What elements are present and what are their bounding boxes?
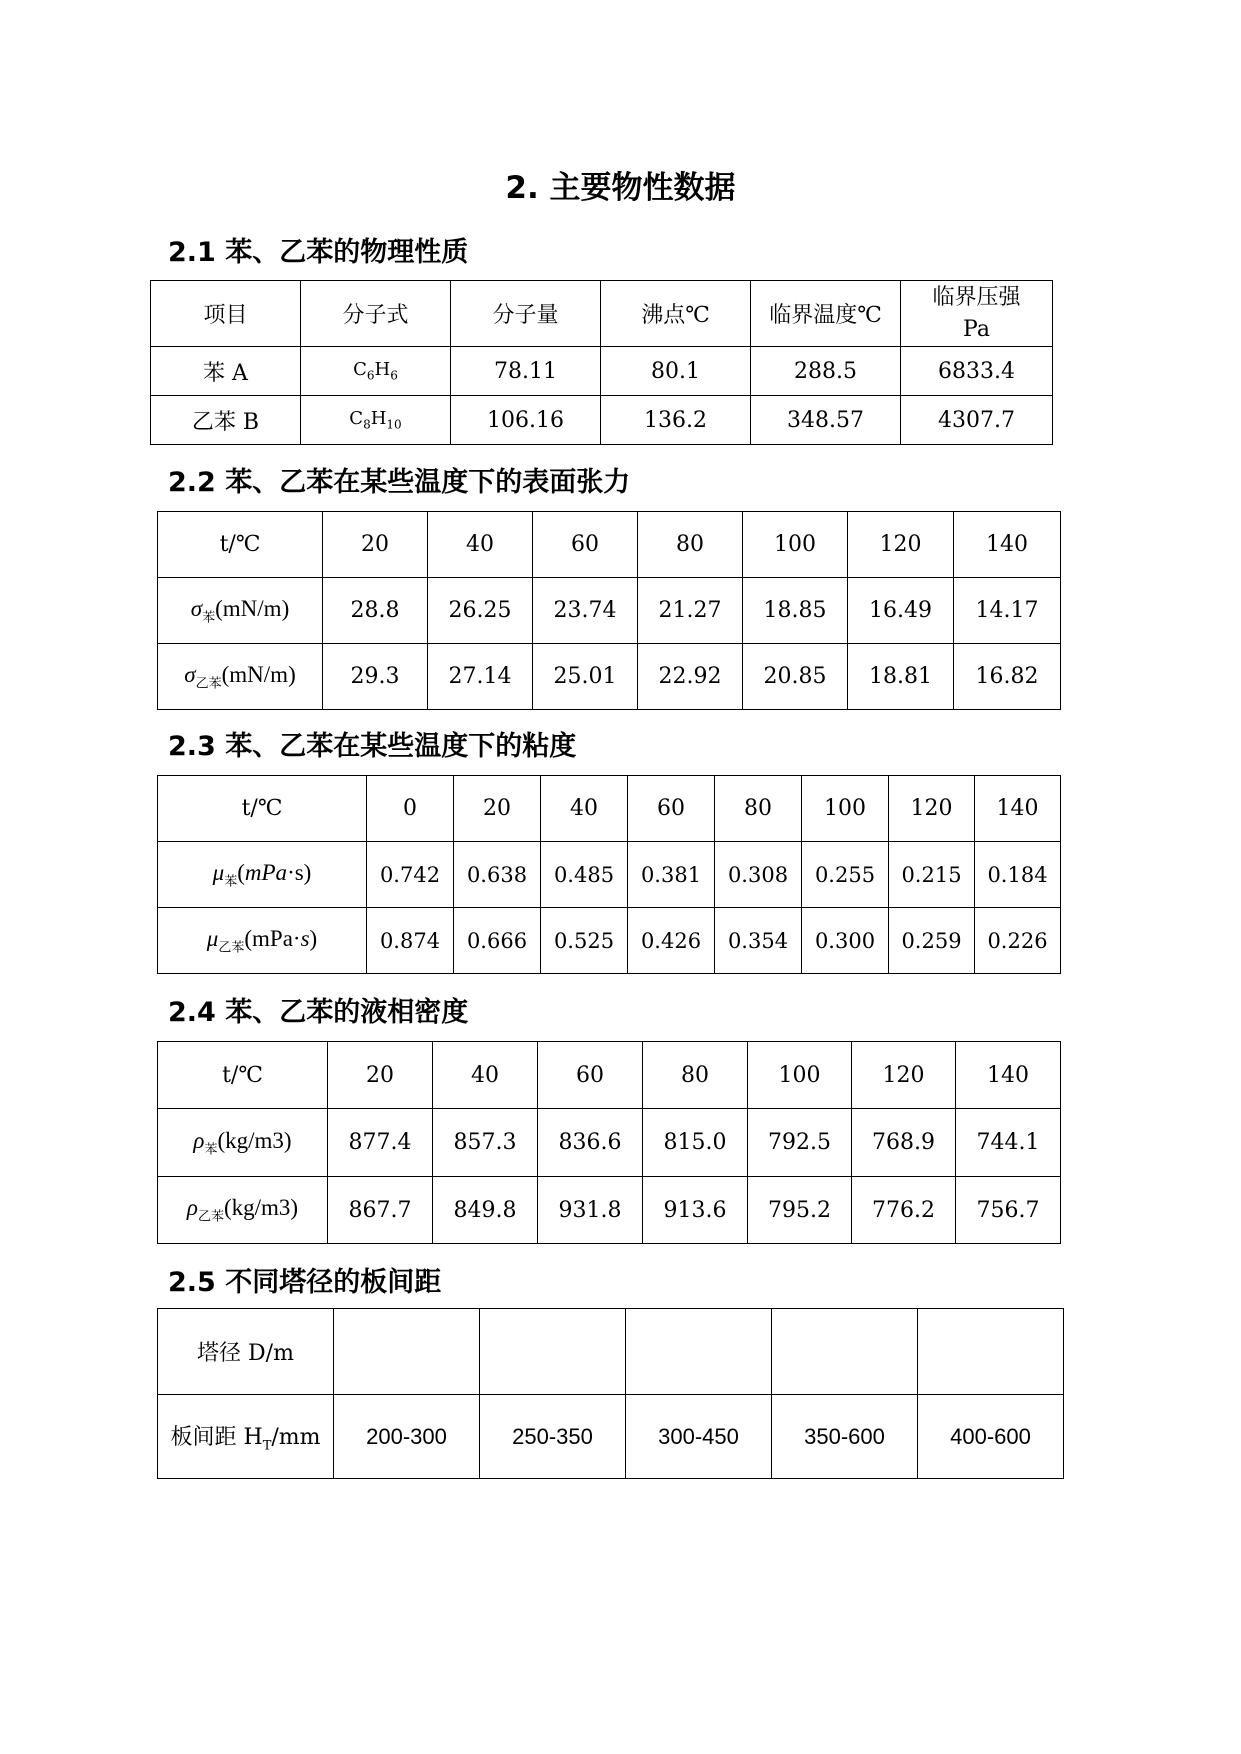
cell: 0.874 <box>367 908 454 974</box>
row-label <box>158 644 323 710</box>
cell: 22.92 <box>638 644 743 710</box>
cell: 768.9 <box>852 1109 956 1177</box>
cell: 18.85 <box>743 578 848 644</box>
formula-h-sub: 6 <box>390 368 398 383</box>
cell: 795.2 <box>748 1177 852 1244</box>
cell: 4307.7 <box>901 396 1053 445</box>
page-title: 2. 主要物性数据 <box>505 170 736 206</box>
table-header-row <box>158 776 1061 842</box>
header-cell: 80 <box>638 512 743 578</box>
cell <box>918 1309 1064 1395</box>
symbol-sub: 苯 <box>224 873 238 889</box>
cell: 857.3 <box>433 1109 538 1177</box>
cell: 18.81 <box>848 644 954 710</box>
cell <box>772 1309 918 1395</box>
cell: 80.1 <box>601 347 751 396</box>
unit: (mN/m) <box>221 661 296 687</box>
density-table <box>157 1041 1061 1244</box>
header-cell: 60 <box>538 1042 643 1109</box>
symbol-sub: 乙苯 <box>197 1208 224 1224</box>
header-cell: 140 <box>975 776 1061 842</box>
row-label <box>158 908 367 974</box>
header-cell: 分子量 <box>451 281 601 347</box>
cell: 288.5 <box>751 347 901 396</box>
cell <box>626 1309 772 1395</box>
header-cell: 项目 <box>151 281 301 347</box>
row-label: 塔径 D/m <box>158 1309 334 1395</box>
label-unit: /mm <box>271 1424 321 1450</box>
cell: 776.2 <box>852 1177 956 1244</box>
viscosity-table <box>157 775 1061 974</box>
row-label <box>158 842 367 908</box>
cell: 867.7 <box>328 1177 433 1244</box>
cell: 792.5 <box>748 1109 852 1177</box>
row-label <box>158 578 323 644</box>
header-cell: 60 <box>628 776 715 842</box>
cell: 乙苯 B <box>151 396 301 445</box>
cell: 0.300 <box>802 908 889 974</box>
cell: 0.184 <box>975 842 1061 908</box>
symbol: σ <box>184 661 196 687</box>
symbol: μ <box>212 859 225 885</box>
cell: 6833.4 <box>901 347 1053 396</box>
header-cell: 40 <box>541 776 628 842</box>
table-row <box>158 1109 1061 1177</box>
cell: 27.14 <box>428 644 533 710</box>
cell: 0.742 <box>367 842 454 908</box>
symbol-sub: 苯 <box>204 1141 218 1157</box>
cell: 756.7 <box>956 1177 1061 1244</box>
header-cell: 80 <box>715 776 802 842</box>
cell: 877.4 <box>328 1109 433 1177</box>
table-row <box>158 644 1061 710</box>
symbol: μ <box>206 925 219 951</box>
header-cell: 20 <box>323 512 428 578</box>
formula-cell <box>301 347 451 396</box>
formula-c: C <box>353 359 367 381</box>
formula-cell <box>301 396 451 445</box>
cell: 16.49 <box>848 578 954 644</box>
header-cell: 沸点℃ <box>601 281 751 347</box>
table-row <box>158 908 1061 974</box>
header-cell: 20 <box>454 776 541 842</box>
cell <box>480 1309 626 1395</box>
header-cell: 120 <box>889 776 975 842</box>
cell: 78.11 <box>451 347 601 396</box>
symbol: σ <box>190 595 203 621</box>
unit: (kg/m3) <box>217 1127 292 1153</box>
table-row <box>158 1395 1064 1479</box>
cell: 744.1 <box>956 1109 1061 1177</box>
unit: ( <box>237 859 245 885</box>
cell: 200-300 <box>334 1395 480 1479</box>
cell: 0.226 <box>975 908 1061 974</box>
cell: 400-600 <box>918 1395 1064 1479</box>
header-cell: 分子式 <box>301 281 451 347</box>
row-label <box>158 1177 328 1244</box>
cell: 849.8 <box>433 1177 538 1244</box>
cell: 0.215 <box>889 842 975 908</box>
header-cell: 100 <box>802 776 889 842</box>
header-cell <box>901 281 1053 347</box>
cell: 25.01 <box>533 644 638 710</box>
cell: 0.259 <box>889 908 975 974</box>
formula-h: H <box>370 408 387 430</box>
header-cell: 100 <box>748 1042 852 1109</box>
cell: 21.27 <box>638 578 743 644</box>
header-cell: 140 <box>956 1042 1061 1109</box>
header-cell: t/℃ <box>158 776 367 842</box>
symbol-sub: 苯 <box>202 609 216 625</box>
cell: 26.25 <box>428 578 533 644</box>
cell: 28.8 <box>323 578 428 644</box>
header-cell: 120 <box>848 512 954 578</box>
cell: 106.16 <box>451 396 601 445</box>
cell: 0.426 <box>628 908 715 974</box>
header-cell: 临界温度℃ <box>751 281 901 347</box>
unit: (mPa· <box>244 925 301 951</box>
cell: 0.666 <box>454 908 541 974</box>
cell: 20.85 <box>743 644 848 710</box>
formula-h: H <box>374 359 391 381</box>
unit: (mN/m) <box>215 595 290 621</box>
unit: (kg/m3) <box>223 1195 299 1221</box>
symbol: ρ <box>193 1127 205 1153</box>
label-sub: T <box>262 1438 272 1454</box>
label-text: 板间距 H <box>170 1424 263 1450</box>
table-row <box>158 842 1061 908</box>
cell: 136.2 <box>601 396 751 445</box>
formula-c-sub: 8 <box>363 417 371 432</box>
row-label <box>158 1109 328 1177</box>
table-row <box>158 578 1061 644</box>
header-cell: t/℃ <box>158 1042 328 1109</box>
header-cell: t/℃ <box>158 512 323 578</box>
header-cell: 40 <box>433 1042 538 1109</box>
cell: 348.57 <box>751 396 901 445</box>
unit: mPa <box>244 859 288 885</box>
section-heading-density: 2.4 苯、乙苯的液相密度 <box>168 997 469 1028</box>
symbol: ρ <box>186 1195 198 1221</box>
formula-h-sub: 10 <box>386 417 402 432</box>
header-line: 临界压强 <box>932 284 1021 310</box>
formula-c: C <box>349 408 364 430</box>
cell: 0.485 <box>541 842 628 908</box>
row-label <box>158 1395 334 1479</box>
cell: 250-350 <box>480 1395 626 1479</box>
table-header-row <box>158 1042 1061 1109</box>
plate-spacing-table <box>157 1308 1064 1479</box>
table-row <box>158 1309 1064 1395</box>
section-heading-viscosity: 2.3 苯、乙苯在某些温度下的粘度 <box>168 731 577 762</box>
header-cell: 20 <box>328 1042 433 1109</box>
header-cell: 120 <box>852 1042 956 1109</box>
table-row <box>151 347 1053 396</box>
cell: 0.525 <box>541 908 628 974</box>
symbol-sub: 乙苯 <box>218 939 245 955</box>
table-row <box>151 396 1053 445</box>
cell: 0.381 <box>628 842 715 908</box>
unit: ) <box>309 925 318 951</box>
header-cell: 0 <box>367 776 454 842</box>
header-cell: 100 <box>743 512 848 578</box>
cell: 0.354 <box>715 908 802 974</box>
cell: 836.6 <box>538 1109 643 1177</box>
cell <box>334 1309 480 1395</box>
unit: s <box>300 925 310 951</box>
header-cell: 80 <box>643 1042 748 1109</box>
cell: 300-450 <box>626 1395 772 1479</box>
section-heading-properties: 2.1 苯、乙苯的物理性质 <box>168 237 469 268</box>
cell: 350-600 <box>772 1395 918 1479</box>
cell: 14.17 <box>954 578 1061 644</box>
cell: 815.0 <box>643 1109 748 1177</box>
cell: 苯 A <box>151 347 301 396</box>
table-header-row <box>158 512 1061 578</box>
cell: 23.74 <box>533 578 638 644</box>
cell: 0.308 <box>715 842 802 908</box>
header-cell: 140 <box>954 512 1061 578</box>
section-heading-surface-tension: 2.2 苯、乙苯在某些温度下的表面张力 <box>168 467 631 498</box>
cell: 931.8 <box>538 1177 643 1244</box>
header-cell: 60 <box>533 512 638 578</box>
cell: 29.3 <box>323 644 428 710</box>
header-cell: 40 <box>428 512 533 578</box>
table-row <box>158 1177 1061 1244</box>
formula-c-sub: 6 <box>366 368 375 383</box>
symbol-sub: 乙苯 <box>195 675 222 691</box>
unit: ·s) <box>287 859 312 885</box>
section-heading-plate-spacing: 2.5 不同塔径的板间距 <box>168 1267 442 1298</box>
cell: 913.6 <box>643 1177 748 1244</box>
cell: 16.82 <box>954 644 1061 710</box>
surface-tension-table <box>157 511 1061 710</box>
cell: 0.638 <box>454 842 541 908</box>
properties-table <box>150 280 1053 445</box>
table-header-row <box>151 281 1053 347</box>
header-line: Pa <box>963 316 990 342</box>
cell: 0.255 <box>802 842 889 908</box>
